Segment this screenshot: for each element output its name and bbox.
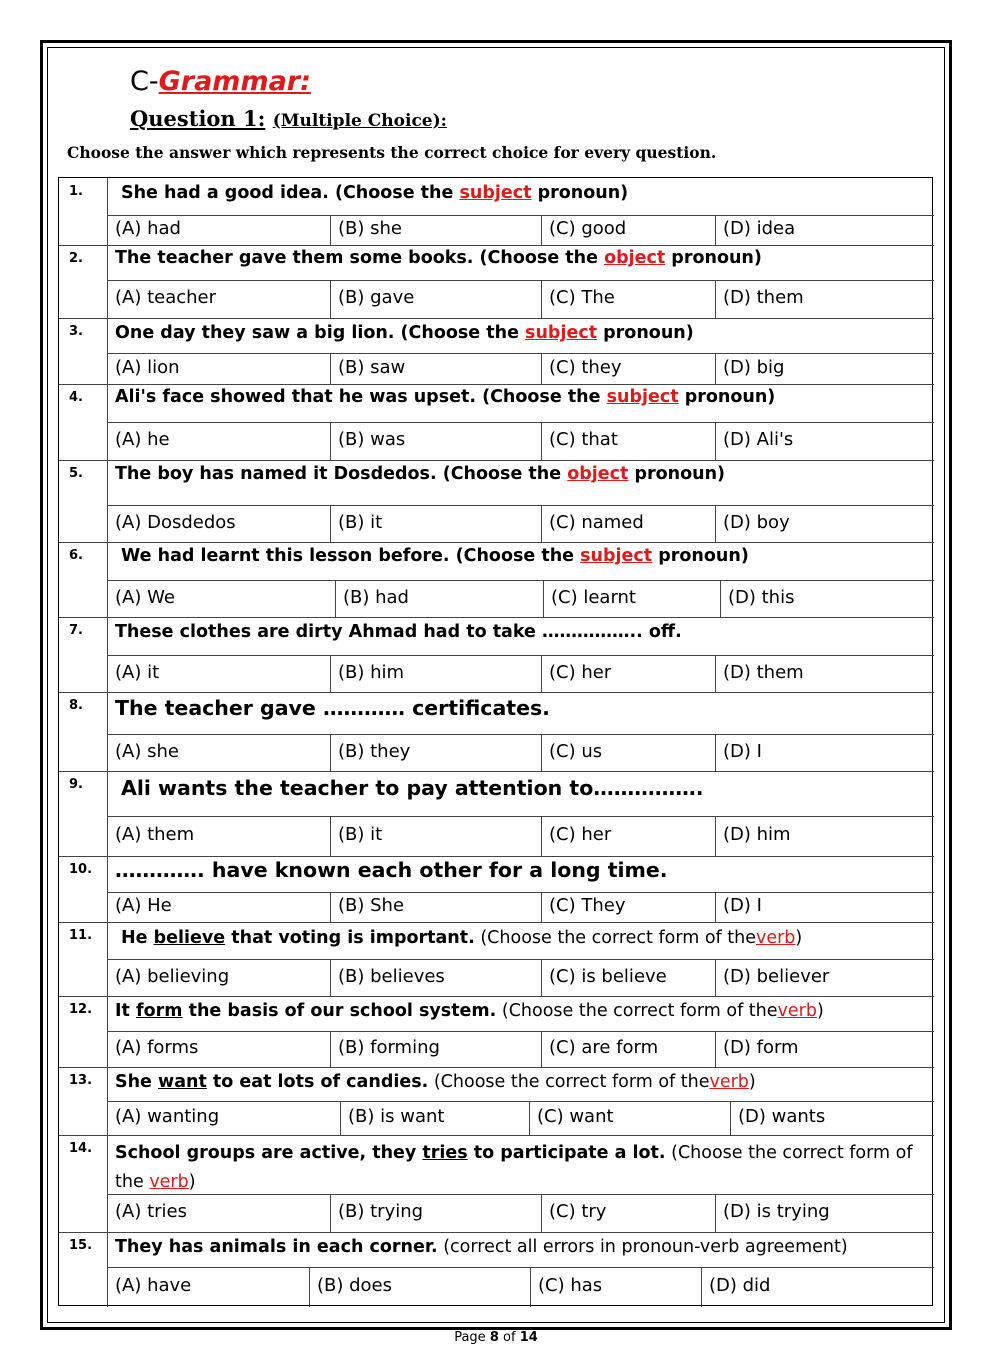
option-divider	[541, 215, 542, 245]
option-divider	[530, 1267, 531, 1307]
question-number: 3.	[69, 324, 83, 339]
keyword-highlight: verb	[777, 1001, 817, 1021]
stem-instruction: (Choose the correct form of	[665, 1143, 913, 1163]
answer-option[interactable]: (D) did	[709, 1275, 771, 1296]
answer-option[interactable]: (A) wanting	[115, 1106, 220, 1127]
question-title	[130, 106, 447, 131]
answer-option[interactable]: (D) is trying	[723, 1201, 830, 1222]
stem-text-end: pronoun)	[597, 323, 694, 343]
answer-option[interactable]: (B) forming	[338, 1037, 440, 1058]
answer-option[interactable]: (D) this	[728, 586, 795, 608]
keyword-highlight: subject	[580, 546, 653, 566]
row-divider	[107, 353, 934, 354]
question-stem	[115, 622, 682, 642]
stem-text: The teacher gave them some books. (Choose the	[115, 248, 605, 268]
option-divider	[330, 816, 331, 856]
keyword-highlight: subject	[525, 323, 598, 343]
option-divider	[541, 816, 542, 856]
answer-option[interactable]: (D) boy	[723, 511, 790, 533]
option-divider	[340, 1101, 341, 1135]
section-title: Grammar:	[158, 66, 311, 97]
question-number: 1.	[69, 184, 83, 199]
answer-option[interactable]: (C) try	[549, 1201, 607, 1222]
question-number: 13.	[69, 1073, 93, 1088]
page-number: 8	[489, 1330, 499, 1345]
stem-instruction-cont: the	[115, 1172, 144, 1192]
question-stem	[115, 1001, 824, 1021]
answer-option[interactable]: (B) gave	[338, 287, 415, 308]
option-divider	[715, 280, 716, 318]
option-divider	[541, 1194, 542, 1232]
row-divider	[59, 384, 934, 385]
option-divider	[330, 655, 331, 692]
option-divider	[541, 959, 542, 996]
row-divider	[59, 856, 934, 857]
stem-text: He	[121, 928, 154, 948]
stem-text: These clothes are dirty Ahmad had to take …………….. off.	[115, 622, 682, 642]
answer-option[interactable]: (B) saw	[338, 356, 406, 378]
answer-option[interactable]: (C) learnt	[551, 586, 636, 608]
answer-option[interactable]: (B) she	[338, 218, 402, 239]
keyword-highlight: object	[604, 248, 666, 268]
answer-option[interactable]: (C) good	[549, 218, 627, 239]
question-number: 7.	[69, 623, 83, 638]
stem-text: One day they saw a big lion. (Choose the	[115, 323, 526, 343]
answer-option[interactable]: (A) He	[115, 895, 172, 916]
option-divider	[541, 280, 542, 318]
row-divider	[59, 692, 934, 693]
underlined-word: believe	[153, 928, 226, 948]
option-divider	[330, 422, 331, 460]
option-divider	[541, 505, 542, 542]
stem-text: School groups are active, they	[115, 1143, 423, 1163]
page-label: Page	[454, 1330, 486, 1345]
row-divider	[59, 245, 934, 246]
stem-instruction: (Choose the correct form of the	[474, 928, 756, 948]
keyword-highlight: verb	[755, 928, 796, 948]
stem-text: It	[115, 1001, 136, 1021]
question-number: 6.	[69, 548, 83, 563]
answer-option[interactable]: (C) is believe	[549, 965, 667, 987]
option-divider	[715, 655, 716, 692]
row-divider	[107, 1267, 934, 1268]
answer-option[interactable]: (B) was	[338, 429, 406, 450]
stem-text: The teacher gave ………… certificates.	[115, 696, 550, 720]
option-divider	[541, 353, 542, 384]
question-number: 12.	[69, 1002, 93, 1017]
answer-option[interactable]: (C) The	[549, 287, 615, 308]
option-divider	[720, 580, 721, 617]
stem-text-end: pronoun)	[652, 546, 749, 566]
stem-text: Ali wants the teacher to pay attention to…………….	[121, 776, 704, 800]
answer-option[interactable]: (A) forms	[115, 1037, 199, 1058]
answer-option[interactable]: (A) have	[115, 1275, 192, 1296]
option-divider	[730, 1101, 731, 1135]
answer-option[interactable]: (B) it	[338, 511, 383, 533]
row-divider	[107, 655, 934, 656]
row-divider	[59, 1232, 934, 1233]
answer-option[interactable]: (C) want	[537, 1106, 614, 1127]
row-divider	[59, 542, 934, 543]
row-divider	[59, 771, 934, 772]
question-number: 14.	[69, 1141, 93, 1156]
answer-option[interactable]: (D) form	[723, 1037, 799, 1058]
option-divider	[715, 892, 716, 922]
number-column-divider	[107, 178, 108, 1307]
row-divider	[107, 422, 934, 423]
option-divider	[541, 734, 542, 771]
stem-text: The boy has named it Dosdedos. (Choose the	[115, 464, 568, 484]
question-stem	[115, 1237, 848, 1257]
question-stem	[121, 546, 749, 566]
keyword-highlight: verb	[149, 1172, 189, 1192]
answer-option[interactable]: (D) big	[723, 356, 785, 378]
stem-close: )	[748, 1072, 756, 1092]
answer-option[interactable]: (D) Ali's	[723, 429, 794, 450]
underlined-word: tries	[422, 1143, 468, 1163]
question-stem	[115, 248, 762, 268]
answer-option[interactable]: (D) believer	[723, 965, 830, 987]
option-divider	[335, 580, 336, 617]
answer-option[interactable]: (D) them	[723, 661, 804, 683]
option-divider	[330, 215, 331, 245]
answer-option[interactable]: (A) We	[115, 586, 175, 608]
answer-option[interactable]: (C) has	[538, 1275, 603, 1296]
option-divider	[541, 1031, 542, 1067]
option-divider	[529, 1101, 530, 1135]
keyword-highlight: verb	[709, 1072, 749, 1092]
stem-text: Ali's face showed that he was upset. (Choose the	[115, 387, 607, 407]
row-divider	[59, 1135, 934, 1136]
option-divider	[330, 892, 331, 922]
option-divider	[543, 580, 544, 617]
stem-text: …………. have known each other for a long time.	[115, 858, 668, 882]
question-number: 11.	[69, 928, 93, 943]
option-divider	[701, 1267, 702, 1307]
stem-close: )	[816, 1001, 824, 1021]
stem-text-rest: to participate a lot.	[467, 1143, 666, 1163]
question-number: 2.	[69, 251, 83, 266]
option-divider	[715, 734, 716, 771]
row-divider	[59, 318, 934, 319]
question-stem	[115, 696, 550, 720]
row-divider	[59, 996, 934, 997]
keyword-highlight: subject	[459, 183, 532, 203]
stem-text-end: pronoun)	[665, 248, 762, 268]
page-footer	[0, 1330, 992, 1345]
question-stem	[121, 776, 704, 800]
option-divider	[715, 353, 716, 384]
row-divider	[107, 959, 934, 960]
answer-option[interactable]: (C) are form	[549, 1037, 659, 1058]
option-divider	[715, 959, 716, 996]
answer-option[interactable]: (D) wants	[738, 1106, 826, 1127]
option-divider	[715, 816, 716, 856]
answer-option[interactable]: (B) had	[343, 586, 409, 608]
stem-text: We had learnt this lesson before. (Choose the	[121, 546, 581, 566]
underlined-word: want	[158, 1072, 207, 1092]
stem-text: They has animals in each corner.	[115, 1237, 438, 1257]
answer-option[interactable]: (A) tries	[115, 1201, 187, 1222]
row-divider	[107, 280, 934, 281]
answer-option[interactable]: (A) lion	[115, 356, 180, 378]
row-divider	[59, 617, 934, 618]
instruction-text: Choose the answer which represents the correct choice for every question.	[67, 143, 717, 162]
answer-option[interactable]: (A) she	[115, 740, 179, 762]
option-divider	[541, 422, 542, 460]
question-number: 15.	[69, 1238, 93, 1253]
row-divider	[107, 1031, 934, 1032]
answer-option[interactable]: (A) teacher	[115, 287, 217, 308]
option-divider	[715, 215, 716, 245]
answer-option[interactable]: (D) them	[723, 287, 804, 308]
question-number: 10.	[69, 862, 93, 877]
stem-text: She	[115, 1072, 159, 1092]
answer-option[interactable]: (A) them	[115, 824, 195, 845]
option-divider	[330, 505, 331, 542]
answer-option[interactable]: (A) Dosdedos	[115, 511, 236, 533]
question-number: 9.	[69, 777, 83, 792]
keyword-highlight: subject	[606, 387, 679, 407]
option-divider	[715, 505, 716, 542]
answer-option[interactable]: (B) it	[338, 824, 383, 845]
answer-option[interactable]: (A) it	[115, 661, 160, 683]
option-divider	[715, 1031, 716, 1067]
question-stem	[115, 1072, 756, 1092]
answer-option[interactable]: (B) is want	[348, 1106, 445, 1127]
answer-option[interactable]: (A) had	[115, 218, 181, 239]
stem-instruction: (correct all errors in pronoun-verb agreement)	[437, 1237, 848, 1257]
section-heading	[130, 66, 311, 97]
row-divider	[59, 1067, 934, 1068]
stem-text-rest: to eat lots of candies.	[206, 1072, 429, 1092]
answer-option[interactable]: (D) him	[723, 824, 791, 845]
answer-option[interactable]: (B) She	[338, 895, 405, 916]
question-stem	[115, 1139, 912, 1197]
option-divider	[715, 1194, 716, 1232]
answer-option[interactable]: (A) believing	[115, 965, 230, 987]
stem-text-end: pronoun)	[678, 387, 776, 407]
answer-option[interactable]: (C) us	[549, 740, 603, 762]
answer-option[interactable]: (D) idea	[723, 218, 796, 239]
question-stem	[115, 858, 668, 882]
question-number-label: Question 1:	[130, 106, 266, 131]
row-divider	[107, 892, 934, 893]
answer-option[interactable]: (B) does	[317, 1275, 393, 1296]
page-total: 14	[519, 1330, 538, 1345]
option-divider	[330, 734, 331, 771]
option-divider	[330, 280, 331, 318]
underlined-word: form	[135, 1001, 183, 1021]
option-divider	[309, 1267, 310, 1307]
question-stem	[115, 323, 694, 343]
row-divider	[59, 460, 934, 461]
stem-text-end: pronoun)	[628, 464, 726, 484]
answer-option[interactable]: (B) believes	[338, 965, 445, 987]
answer-option[interactable]: (C) her	[549, 661, 612, 683]
answer-option[interactable]: (C) her	[549, 824, 612, 845]
option-divider	[330, 353, 331, 384]
row-divider	[107, 580, 934, 581]
stem-instruction: (Choose the correct form of the	[496, 1001, 778, 1021]
option-divider	[330, 1194, 331, 1232]
answer-option[interactable]: (C) named	[549, 511, 644, 533]
question-stem	[115, 464, 725, 484]
answer-option[interactable]: (B) him	[338, 661, 405, 683]
answer-option[interactable]: (D) I	[723, 895, 762, 916]
answer-option[interactable]: (B) they	[338, 740, 411, 762]
option-divider	[715, 422, 716, 460]
answer-option[interactable]: (C) They	[549, 895, 626, 916]
row-divider	[107, 215, 934, 216]
row-divider	[59, 922, 934, 923]
answer-option[interactable]: (C) that	[549, 429, 618, 450]
question-number: 5.	[69, 466, 83, 481]
keyword-highlight: object	[567, 464, 629, 484]
stem-close: )	[188, 1172, 196, 1192]
of-label: of	[503, 1330, 516, 1345]
question-stem	[121, 183, 628, 203]
answer-option[interactable]: (D) I	[723, 740, 762, 762]
stem-text: She had a good idea. (Choose the	[121, 183, 460, 203]
option-divider	[330, 959, 331, 996]
question-number: 4.	[69, 390, 83, 405]
question-stem	[115, 387, 775, 407]
answer-option[interactable]: (C) they	[549, 356, 622, 378]
stem-text-rest: the basis of our school system.	[182, 1001, 497, 1021]
stem-text-rest: that voting is important.	[225, 928, 475, 948]
option-divider	[541, 892, 542, 922]
stem-instruction: (Choose the correct form of the	[428, 1072, 710, 1092]
question-stem	[121, 928, 802, 948]
questions-table	[58, 177, 933, 1306]
option-divider	[541, 655, 542, 692]
option-divider	[330, 1031, 331, 1067]
row-divider	[107, 505, 934, 506]
question-number: 8.	[69, 698, 83, 713]
answer-option[interactable]: (B) trying	[338, 1201, 424, 1222]
section-prefix: C-	[130, 66, 159, 97]
stem-close: )	[795, 928, 803, 948]
row-divider	[107, 734, 934, 735]
answer-option[interactable]: (A) he	[115, 429, 170, 450]
row-divider	[107, 1101, 934, 1102]
question-type-label: (Multiple Choice):	[272, 111, 447, 131]
row-divider	[107, 816, 934, 817]
stem-text-end: pronoun)	[531, 183, 629, 203]
